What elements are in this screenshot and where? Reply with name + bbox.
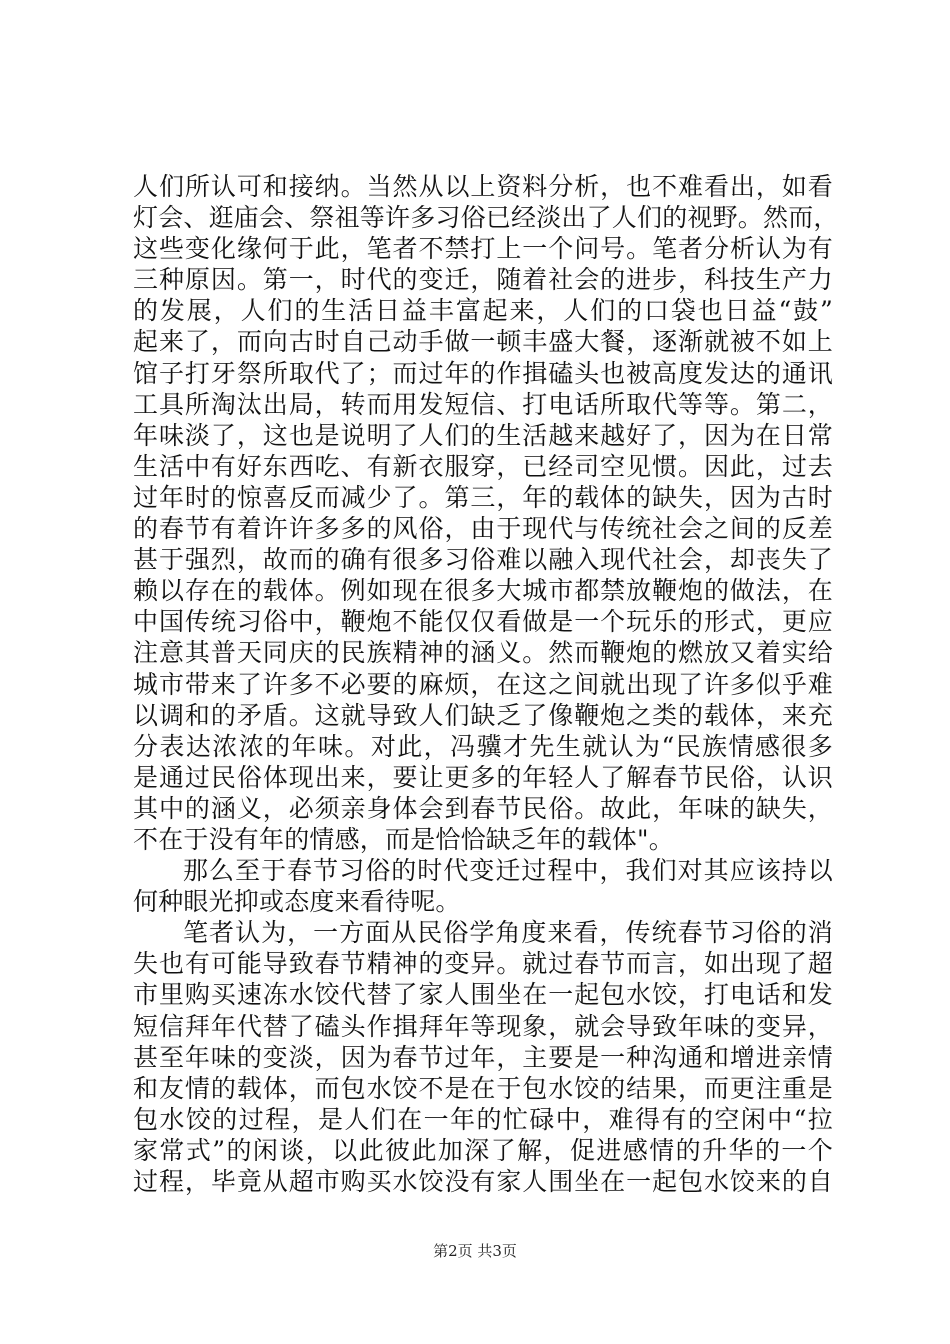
- text-line: 城市带来了许多不必要的麻烦，在这之间就出现了许多似乎难: [133, 669, 833, 699]
- paragraph-1: [133, 171, 839, 855]
- text-line: 注意其普天同庆的民族精神的涵义。然而鞭炮的燃放又着实给: [133, 638, 833, 668]
- text-line: 短信拜年代替了磕头作揖拜年等现象，就会导致年味的变异，: [133, 1011, 833, 1041]
- text-line: 何种眼光抑或态度来看待呢。: [133, 887, 461, 917]
- text-line: 市里购买速冻水饺代替了家人围坐在一起包水饺，打电话和发: [133, 980, 833, 1010]
- text-line: 馆子打牙祭所取代了；而过年的作揖磕头也被高度发达的通讯: [133, 358, 833, 388]
- text-line: 的春节有着许许多多的风俗，由于现代与传统社会之间的反差: [133, 514, 833, 544]
- text-line: 甚于强烈，故而的确有很多习俗难以融入现代社会，却丧失了: [133, 545, 833, 575]
- document-body: [133, 171, 839, 1197]
- text-line: 笔者认为，一方面从民俗学角度来看，传统春节习俗的消: [183, 918, 833, 948]
- text-line: 甚至年味的变淡，因为春节过年，主要是一种沟通和增进亲情: [133, 1042, 833, 1072]
- text-line: 起来了，而向古时自己动手做一顿丰盛大餐，逐渐就被不如上: [133, 327, 833, 357]
- text-line: 赖以存在的载体。例如现在很多大城市都禁放鞭炮的做法，在: [133, 576, 833, 606]
- paragraph-2: [133, 855, 833, 917]
- text-line: 家常式”的闲谈，以此彼此加深了解，促进感情的升华的一个: [133, 1135, 833, 1165]
- text-line: 以调和的矛盾。这就导致人们缺乏了像鞭炮之类的载体，来充: [133, 700, 833, 730]
- text-line: 不在于没有年的情感，而是恰恰缺乏年的载体"。: [133, 824, 674, 854]
- text-line: 和友情的载体，而包水饺不是在于包水饺的结果，而更注重是: [133, 1073, 833, 1103]
- text-line: 包水饺的过程，是人们在一年的忙碌中，难得有的空闲中“拉: [133, 1104, 833, 1134]
- text-line: 其中的涵义，必须亲身体会到春节民俗。故此，年味的缺失，: [133, 793, 833, 823]
- text-line: 年味淡了，这也是说明了人们的生活越来越好了，因为在日常: [133, 420, 833, 450]
- text-line: 工具所淘汰出局，转而用发短信、打电话所取代等等。第二，: [133, 389, 833, 419]
- text-line: 生活中有好东西吃、有新衣服穿，已经司空见惯。因此，过去: [133, 451, 833, 481]
- text-line: 分表达浓浓的年味。对此，冯骥才先生就认为“民族情感很多: [133, 731, 833, 761]
- text-line: 失也有可能导致春节精神的变异。就过春节而言，如出现了超: [133, 949, 833, 979]
- text-line: 是通过民俗体现出来，要让更多的年轻人了解春节民俗，认识: [133, 762, 833, 792]
- text-line: 人们所认可和接纳。当然从以上资料分析，也不难看出，如看: [133, 172, 833, 201]
- text-line: 过程，毕竟从超市购买水饺没有家人围坐在一起包水饺来的自: [133, 1167, 833, 1196]
- text-line: 的发展，人们的生活日益丰富起来，人们的口袋也日益“鼓”: [133, 296, 833, 326]
- text-line: 那么至于春节习俗的时代变迁过程中，我们对其应该持以: [183, 856, 833, 886]
- paragraph-3: [133, 917, 833, 1197]
- text-line: 灯会、逛庙会、祭祖等许多习俗已经淡出了人们的视野。然而，: [133, 203, 839, 233]
- page-number-footer: 第2页 共3页: [433, 1242, 517, 1260]
- text-line: 中国传统习俗中，鞭炮不能仅仅看做是一个玩乐的形式，更应: [133, 607, 833, 637]
- text-line: 三种原因。第一，时代的变迁，随着社会的进步，科技生产力: [133, 265, 833, 295]
- text-line: 过年时的惊喜反而减少了。第三，年的载体的缺失，因为古时: [133, 482, 833, 512]
- text-line: 这些变化缘何于此，笔者不禁打上一个问号。笔者分析认为有: [133, 234, 833, 264]
